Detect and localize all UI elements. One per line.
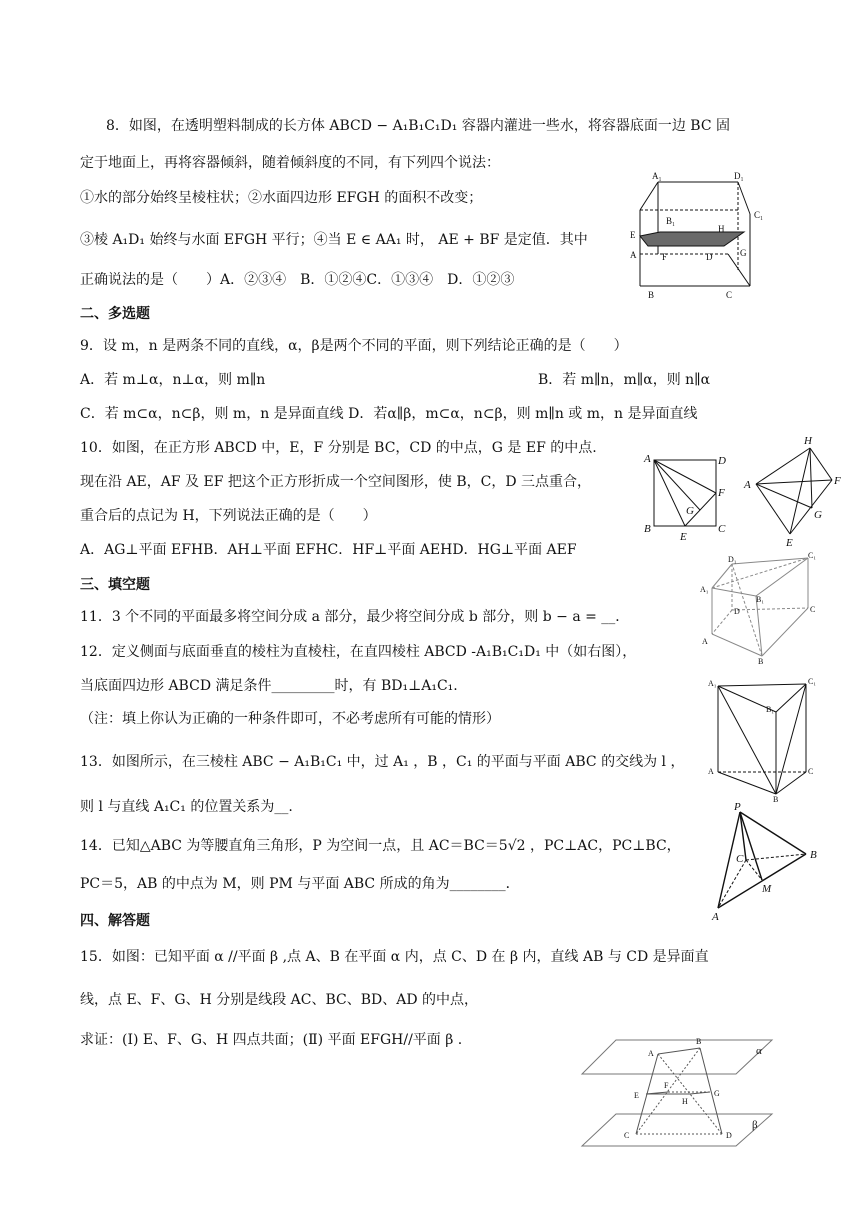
q12-line3: （注：填上你认为正确的一种条件即可，不必考虑所有可能的情形） (80, 711, 500, 727)
label-c1: C₁ (808, 677, 817, 686)
label-a1: A₁ (652, 171, 662, 181)
q15-line3: 求证：(Ⅰ) E、F、G、H 四点共面；(Ⅱ) 平面 EFGH//平面 β . (80, 1032, 463, 1048)
label-b: B (810, 849, 817, 861)
label-a: A (644, 453, 651, 465)
q9-option-cd: C．若 m⊂α，n⊂β，则 m，n 是异面直线 D．若α∥β，m⊂α，n⊂β，则 m∥n 或 m，n 是异面直线 (80, 406, 698, 422)
label-h: H (682, 1097, 688, 1106)
label-e: E (680, 531, 687, 543)
label-a: A (648, 1049, 654, 1058)
label-e: E (630, 230, 636, 240)
q12-line2: 当底面四边形 ABCD 满足条件_________时，有 BD₁⊥A₁C₁. (80, 678, 458, 694)
label-a: A (708, 767, 714, 776)
q8-line2: 定于地面上，再将容器倾斜，随着倾斜度的不同，有下列四个说法： (80, 155, 500, 171)
label-d1: D₁ (728, 555, 737, 564)
label-f: F (834, 475, 841, 487)
label-c1: C₁ (808, 552, 817, 560)
label-e: E (786, 537, 793, 549)
label-d: D (726, 1131, 732, 1140)
label-b: B (773, 795, 779, 804)
label-c: C (808, 767, 814, 776)
section-heading-solutions: 四、解答题 (80, 913, 150, 929)
label-c: C (624, 1131, 630, 1140)
q9-option-b: B．若 m∥n，m∥α，则 n∥α (538, 372, 711, 388)
label-f: F (662, 252, 668, 262)
label-g: G (714, 1089, 720, 1098)
label-f: F (664, 1081, 669, 1090)
label-c: C (726, 290, 733, 300)
section-heading-multi-choice: 二、多选题 (80, 306, 150, 322)
q9-option-a: A．若 m⊥α，n⊥α，则 m∥n (80, 372, 266, 388)
label-a: A (744, 479, 751, 491)
section-heading-fill-blank: 三、填空题 (80, 577, 150, 593)
label-b1: B₁ (766, 705, 775, 714)
water-surface-efgh (640, 232, 744, 246)
label-b: B (758, 657, 764, 666)
label-m: M (762, 883, 772, 895)
q8-line5: 正确说法的是（ ）A．②③④ B．①②④C．①③④ D．①②③ (80, 272, 515, 288)
label-c: C (736, 853, 744, 865)
label-e: E (634, 1091, 639, 1100)
label-a1: A₁ (708, 679, 717, 688)
q15-line1: 15．如图：已知平面 α //平面 β ,点 A、B 在平面 α 内，点 C、D 在 β 内，直线 AB 与 CD 是异面直 (80, 949, 709, 965)
q10-line2: 现在沿 AE，AF 及 EF 把这个正方形折成一个空间图形，使 B，C，D 三点重合， (80, 474, 592, 490)
q10-square-figure (640, 448, 730, 543)
q12-prism-figure (696, 552, 826, 668)
q8-line1: 8．如图，在透明塑料制成的长方体 ABCD − A₁B₁C₁D₁ 容器内灌进一些水，将容器底面一边 BC 固 (106, 118, 730, 134)
label-f: F (718, 487, 725, 499)
q13-line1: 13．如图所示，在三棱柱 ABC − A₁B₁C₁ 中，过 A₁ ，B ，C₁ 的平面与平面 ABC 的交线为 l ， (80, 754, 685, 770)
label-g: G (740, 248, 747, 258)
label-c1: C₁ (754, 210, 764, 220)
q10-tetrahedron-figure (740, 432, 850, 550)
label-h: H (804, 435, 812, 447)
q15-parallel-planes-figure (576, 1030, 776, 1152)
label-a: A (712, 911, 719, 922)
label-d: D (734, 607, 740, 616)
label-g: G (686, 505, 694, 517)
q10-line3: 重合后的点记为 H，下列说法正确的是（ ） (80, 508, 377, 524)
label-b1: B₁ (756, 595, 765, 604)
label-b: B (696, 1037, 702, 1046)
label-g: G (814, 509, 822, 521)
label-d: D (706, 252, 713, 262)
q12-line1: 12．定义侧面与底面垂直的棱柱为直棱柱，在直四棱柱 ABCD -A₁B₁C₁D₁ 中（如右图）， (80, 644, 637, 660)
label-p: P (734, 801, 741, 813)
label-c: C (718, 523, 726, 535)
q13-line2: 则 l 与直线 A₁C₁ 的位置关系为__. (80, 799, 293, 815)
q13-triangular-prism-figure (706, 676, 826, 804)
label-beta: β (752, 1119, 758, 1131)
q14-line2: PC＝5，AB 的中点为 M，则 PM 与平面 ABC 所成的角为________． (80, 876, 520, 892)
label-d1: D₁ (734, 171, 744, 181)
label-b1: B₁ (666, 216, 676, 226)
q8-line3: ①水的部分始终呈棱柱状；②水面四边形 EFGH 的面积不改变； (80, 190, 483, 206)
label-d: D (718, 455, 726, 467)
label-alpha: α (756, 1045, 762, 1057)
q9-stem: 9．设 m，n 是两条不同的直线，α，β是两个不同的平面，则下列结论正确的是（ ） (80, 338, 628, 354)
q10-options: A．AG⊥平面 EFHB．AH⊥平面 EFHC．HF⊥平面 AEHD．HG⊥平面 AEF (80, 542, 577, 558)
q8-line4: ③棱 A₁D₁ 始终与水面 EFGH 平行；④当 E ∈ AA₁ 时， AE + BF 是定值．其中 (80, 232, 588, 248)
q15-line2: 线，点 E、F、G、H 分别是线段 AC、BC、BD、AD 的中点， (80, 992, 479, 1008)
label-a1: A₁ (700, 585, 709, 594)
label-h: H (718, 224, 725, 234)
q10-line1: 10．如图，在正方形 ABCD 中，E，F 分别是 BC，CD 的中点，G 是 EF 的中点. (80, 440, 597, 456)
label-c: C (810, 605, 816, 614)
label-a: A (702, 637, 708, 646)
q14-line1: 14．已知△ABC 为等腰直角三角形，P 为空间一点，且 AC＝BC＝5√2 ，PC⊥AC，PC⊥BC， (80, 838, 681, 854)
label-b: B (648, 290, 655, 300)
label-b: B (644, 523, 651, 535)
q14-pyramid-figure (702, 800, 824, 922)
q11-line: 11．3 个不同的平面最多将空间分成 a 部分，最少将空间分成 b 部分，则 b − a = __． (80, 609, 630, 625)
label-a: A (630, 250, 637, 260)
q8-cuboid-figure (628, 170, 768, 300)
